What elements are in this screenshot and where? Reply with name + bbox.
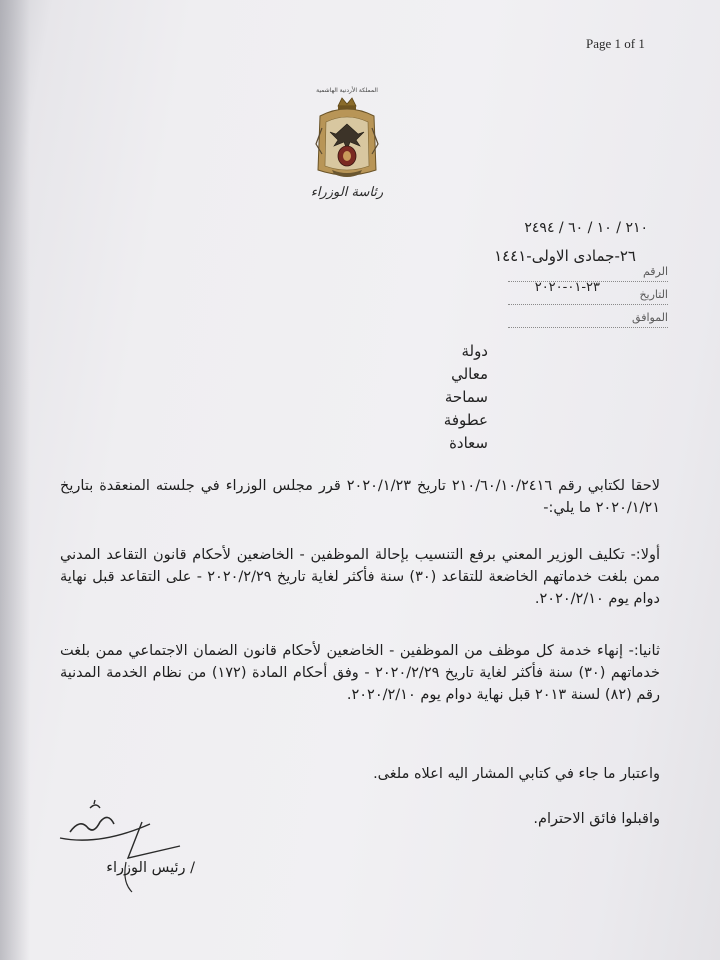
page-marker: Page 1 of 1 <box>586 36 645 51</box>
field-date-label: التاريخ <box>639 288 668 301</box>
void-note-paragraph: واعتبار ما جاء في كتابي المشار اليه اعلاه ملغى. <box>373 766 660 782</box>
intro-paragraph: لاحقا لكتابي رقم ٢١٠/٦٠/١٠/٢٤١٦ تاريخ ٢٠٢٠/١/٢٣ قرر مجلس الوزراء في جلسته المنعقدة بتاريخ ٢٠٢٠/١/٢١ ما يلي:- <box>60 478 660 516</box>
field-number-label: الرقم <box>642 265 668 278</box>
closing-regards: واقبلوا فائق الاحترام. <box>533 811 660 827</box>
gregorian-date: ٢٣-٠١-٢٠٢٠ <box>534 280 600 295</box>
coat-of-arms-emblem <box>306 84 388 202</box>
field-hijri <box>508 311 668 328</box>
recipient-titles <box>444 340 488 455</box>
emblem-caption: المملكة الأردنية الهاشمية <box>316 87 378 94</box>
page-edge-shadow <box>0 0 30 960</box>
office-name: رئاسة الوزراء <box>310 185 384 200</box>
signatory-title: / رئيس الوزراء <box>106 860 195 876</box>
recipient-title: معالي <box>451 365 488 383</box>
decision-second-paragraph: ثانيا:- إنهاء خدمة كل موظف من الموظفين - الخاضعين لأحكام قانون الضمان الاجتماعي ممن بلغت خدماتهم (٣٠) سنة فأكثر لغاية تاريخ ٢٠٢٠/٢/٢٩ - وفق أحكام المادة (١٧٢) من نظام الخدمة المدنية رقم (٨٢) لسنة ٢٠١٣ قبل نهاية دوام يوم ٢٠٢٠/٢/١٠. <box>60 643 660 703</box>
recipient-title: دولة <box>461 342 488 360</box>
reference-number: ٢١٠ / ١٠ / ٦٠ / ٢٤٩٤ <box>524 220 648 236</box>
handwritten-signature <box>50 792 200 902</box>
field-hijri-label: الموافق <box>632 311 668 324</box>
decision-first-paragraph: أولا:- تكليف الوزير المعني برفع التنسيب بإحالة الموظفين - الخاضعين لأحكام قانون التقاعد المدني ممن بلغت خدماتهم الخاضعة للتقاعد (٣٠) سنة فأكثر لغاية تاريخ ٢٠٢٠/٢/٢٩ - على التقاعد قبل نهاية دوام يوم ٢٠٢٠/٢/١٠. <box>60 547 661 607</box>
recipient-title: سعادة <box>449 434 488 452</box>
recipient-title: عطوفة <box>443 411 488 429</box>
recipient-title: سماحة <box>444 388 488 406</box>
hijri-date: ٢٦-جمادى الاولى-١٤٤١ <box>494 247 636 265</box>
field-date <box>508 280 668 305</box>
